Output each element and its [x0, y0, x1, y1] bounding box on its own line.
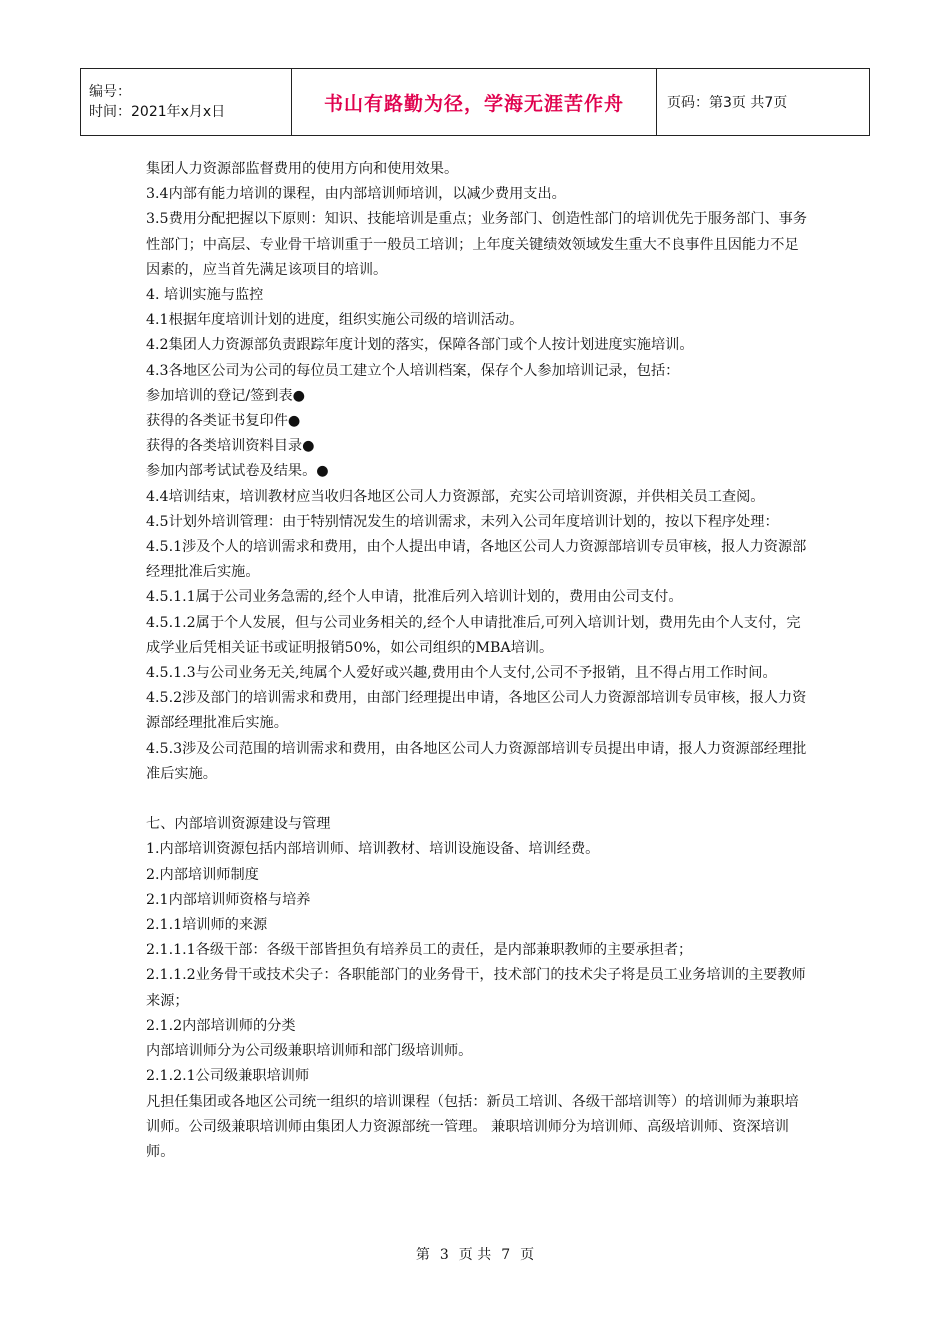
- header-time: 时间：2021年x月x日: [89, 104, 226, 120]
- paragraph: 参加内部考试试卷及结果。●: [146, 463, 329, 480]
- paragraph: 1.内部培训资源包括内部培训师、培训教材、培训设施设备、培训经费。: [146, 841, 600, 858]
- paragraph: 七、内部培训资源建设与管理: [146, 816, 331, 833]
- footer-prefix: 第: [415, 1247, 430, 1263]
- header-meta: [81, 69, 292, 136]
- footer-total-pages: 7: [501, 1247, 511, 1263]
- paragraph: 2.1.1培训师的来源: [146, 917, 268, 934]
- paragraph: 3.5费用分配把握以下原则：知识、技能培训是重点；业务部门、创造性部门的培训优先于服务部门、事务性部门；中高层、专业骨干培训重于一般员工培训；上年度关键绩效领域发生重大不良事件且因能力不足因素的，应当首先满足该项目的培训。: [146, 211, 808, 278]
- paragraph: 凡担任集团或各地区公司统一组织的培训课程（包括：新员工培训、各级干部培训等）的培训师为兼职培训师。公司级兼职培训师由集团人力资源部统一管理。 兼职培训师分为培训师、高级培训师、资深培训师。: [146, 1093, 799, 1160]
- paragraph: 4. 培训实施与监控: [146, 287, 264, 304]
- paragraph: 2.1.1.1各级干部：各级干部皆担负有培养员工的责任，是内部兼职教师的主要承担者；: [146, 942, 693, 959]
- paragraph: 4.4培训结束，培训教材应当收归各地区公司人力资源部，充实公司培训资源，并供相关员工查阅。: [146, 488, 765, 505]
- paragraph: 内部培训师分为公司级兼职培训师和部门级培训师。: [146, 1043, 473, 1060]
- paragraph: 4.1根据年度培训计划的进度，组织实施公司级的培训活动。: [146, 312, 524, 329]
- paragraph: 4.5.1.1属于公司业务急需的,经个人申请，批准后列入培训计划的，费用由公司支付。: [146, 589, 683, 606]
- paragraph: 2.1内部培训师资格与培养: [146, 891, 311, 908]
- paragraph: 参加培训的登记/签到表●: [146, 387, 306, 404]
- paragraph: 获得的各类证书复印件●: [146, 413, 301, 430]
- paragraph: 4.5.1.2属于个人发展，但与公司业务相关的,经个人申请批准后,可列入培训计划，费用先由个人支付，完成学业后凭相关证书或证明报销50%，如公司组织的MBA培训。: [146, 614, 801, 656]
- blank-line: [146, 787, 810, 812]
- footer-current-page: 3: [439, 1247, 449, 1263]
- footer-mid: 页 共: [458, 1247, 492, 1263]
- paragraph: 4.5计划外培训管理：由于特别情况发生的培训需求，未列入公司年度培训计划的，按以下程序处理：: [146, 513, 779, 530]
- document-body: [146, 157, 810, 1165]
- header-page-cell: [657, 69, 870, 136]
- paragraph: 4.5.1涉及个人的培训需求和费用，由个人提出申请，各地区公司人力资源部培训专员审核，报人力资源部经理批准后实施。: [146, 539, 807, 581]
- paragraph: 2.1.1.2业务骨干或技术尖子：各职能部门的业务骨干，技术部门的技术尖子将是员工业务培训的主要教师来源；: [146, 967, 806, 1009]
- header-motto: 书山有路勤为径，学海无涯苦作舟: [323, 92, 624, 115]
- document-header: [80, 68, 870, 136]
- paragraph: 2.内部培训师制度: [146, 866, 259, 883]
- paragraph: 获得的各类培训资料目录●: [146, 438, 315, 455]
- page-footer: [0, 1244, 950, 1264]
- paragraph: 4.5.1.3与公司业务无关,纯属个人爱好或兴趣,费用由个人支付,公司不予报销，且不得占用工作时间。: [146, 665, 777, 682]
- paragraph: 3.4内部有能力培训的课程，由内部培训师培训，以减少费用支出。: [146, 186, 566, 203]
- header-motto-cell: [292, 69, 657, 136]
- header-page-number: 页码：第3页 共7页: [667, 95, 788, 111]
- paragraph: 4.5.2涉及部门的培训需求和费用，由部门经理提出申请，各地区公司人力资源部培训专员审核，报人力资源部经理批准后实施。: [146, 690, 807, 732]
- footer-suffix: 页: [520, 1247, 535, 1263]
- header-number: 编号：: [89, 84, 131, 100]
- paragraph: 4.2集团人力资源部负责跟踪年度计划的落实，保障各部门或个人按计划进度实施培训。: [146, 337, 694, 354]
- paragraph: 2.1.2.1公司级兼职培训师: [146, 1068, 310, 1085]
- paragraph: 4.3各地区公司为公司的每位员工建立个人培训档案，保存个人参加培训记录，包括：: [146, 362, 680, 379]
- paragraph: 2.1.2内部培训师的分类: [146, 1017, 296, 1034]
- paragraph: 4.5.3涉及公司范围的培训需求和费用，由各地区公司人力资源部培训专员提出申请，报人力资源部经理批准后实施。: [146, 740, 807, 782]
- paragraph: 集团人力资源部监督费用的使用方向和使用效果。: [146, 161, 459, 177]
